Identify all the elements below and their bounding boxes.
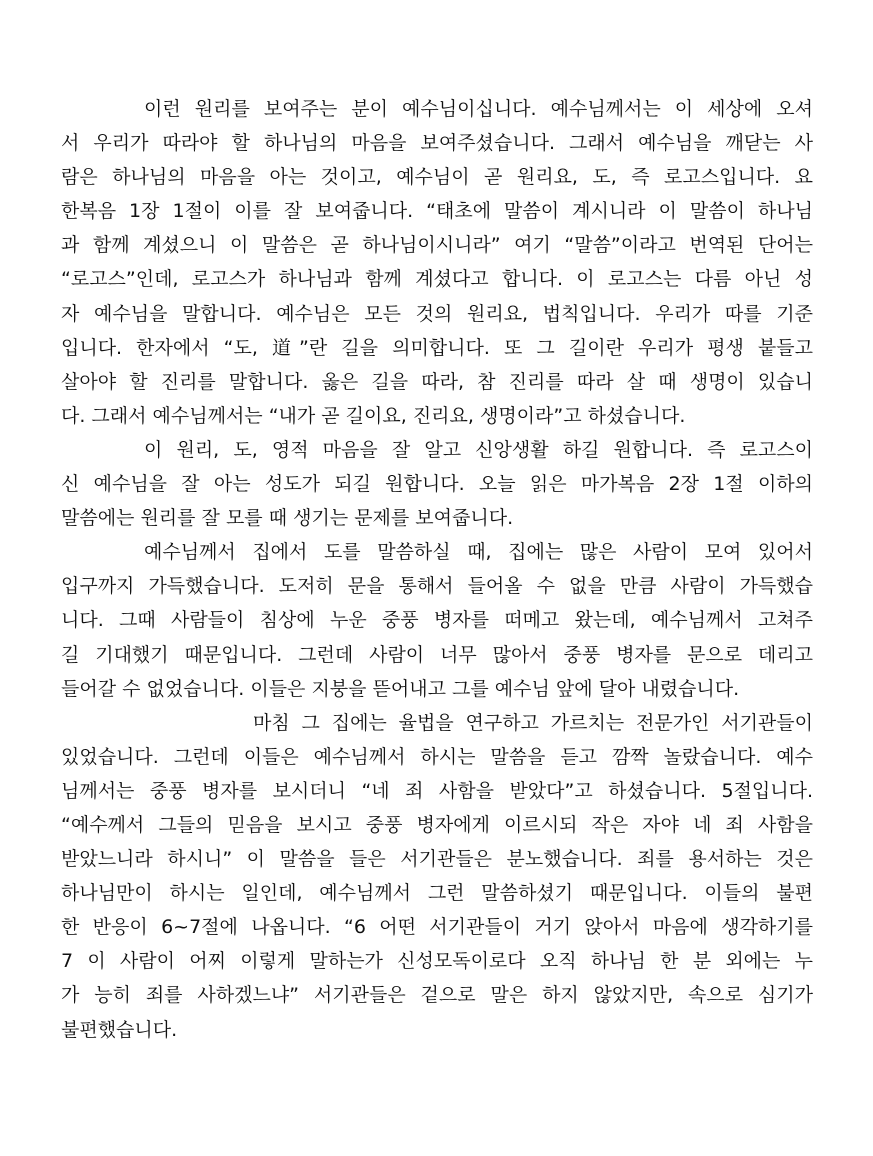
text-line: 다. 그래서 예수님께서는 “내가 곧 길이요, 진리요, 생명이라”고 하셨습니다. — [61, 404, 686, 427]
text-line: 받았느니라 하시니” 이 말씀을 들은 서기관들은 분노했습니다. 죄를 용서하는 것은 — [61, 848, 813, 871]
text-line: “로고스”인데, 로고스가 하나님과 함께 계셨다고 합니다. 이 로고스는 다름 아닌 성 — [61, 268, 813, 291]
text-line: 자 예수님을 말합니다. 예수님은 모든 것의 원리요, 법칙입니다. 우리가 따를 기준 — [61, 302, 813, 325]
text-line: 서 우리가 따라야 할 하나님의 마음을 보여주셨습니다. 그래서 예수님을 깨닫는 사 — [61, 132, 813, 155]
text-line: 입구까지 가득했습니다. 도저히 문을 통해서 들어올 수 없을 만큼 사람이 가득했습 — [61, 575, 813, 598]
paragraph-1 — [61, 92, 813, 433]
text-line: 니다. 그때 사람들이 침상에 누운 중풍 병자를 떠메고 왔는데, 예수님께서 고쳐주 — [61, 609, 813, 632]
text-line: 7 이 사람이 어찌 이렇게 말하는가 신성모독이로다 오직 하나님 한 분 외에는 누 — [61, 950, 813, 973]
text-line: 한복음 1장 1절이 이를 잘 보여줍니다. “태초에 말씀이 계시니라 이 말씀이 하나님 — [61, 200, 813, 223]
text-line: 람은 하나님의 마음을 아는 것이고, 예수님이 곧 원리요, 도, 즉 로고스입니다. 요 — [61, 166, 813, 189]
text-line: 불편했습니다. — [61, 1018, 178, 1041]
text-line: 한 반응이 6~7절에 나옵니다. “6 어떤 서기관들이 거기 앉아서 마음에 생각하기를 — [61, 916, 813, 939]
text-line: 마침 그 집에는 율법을 연구하고 가르치는 전문가인 서기관들이 — [253, 711, 813, 734]
text-line: 가 능히 죄를 사하겠느냐” 서기관들은 겉으로 말은 하지 않았지만, 속으로 심기가 — [61, 984, 813, 1007]
text-line: 예수님께서 집에서 도를 말씀하실 때, 집에는 많은 사람이 모여 있어서 — [144, 541, 813, 564]
text-line: 있었습니다. 그런데 이들은 예수님께서 하시는 말씀을 듣고 깜짝 놀랐습니다. 예수 — [61, 745, 813, 768]
paragraph-4 — [61, 706, 813, 1047]
text-line: 입니다. 한자에서 “도, 道”란 길을 의미합니다. 또 그 길이란 우리가 평생 붙들고 — [61, 336, 813, 359]
text-line: 길 기대했기 때문입니다. 그런데 사람이 너무 많아서 중풍 병자를 문으로 데리고 — [61, 643, 813, 666]
text-line: 살아야 할 진리를 말합니다. 옳은 길을 따라, 참 진리를 따라 살 때 생명이 있습니 — [61, 370, 813, 393]
text-line: 하나님만이 하시는 일인데, 예수님께서 그런 말씀하셨기 때문입니다. 이들의 불편 — [61, 882, 813, 905]
text-line: 이런 원리를 보여주는 분이 예수님이십니다. 예수님께서는 이 세상에 오셔 — [144, 98, 813, 120]
paragraph-2 — [61, 433, 813, 535]
document-body — [61, 92, 813, 1047]
text-line: 들어갈 수 없었습니다. 이들은 지붕을 뜯어내고 그를 예수님 앞에 달아 내렸습니다. — [61, 677, 740, 700]
paragraph-3 — [61, 535, 813, 705]
text-line: “예수께서 그들의 믿음을 보시고 중풍 병자에게 이르시되 작은 자야 네 죄 사함을 — [61, 813, 813, 836]
text-line: 님께서는 중풍 병자를 보시더니 “네 죄 사함을 받았다”고 하셨습니다. 5절입니다. — [61, 779, 813, 802]
text-line: 이 원리, 도, 영적 마음을 잘 알고 신앙생활 하길 원합니다. 즉 로고스이 — [144, 438, 813, 461]
text-line: 과 함께 계셨으니 이 말씀은 곧 하나님이시니라” 여기 “말씀”이라고 번역된 단어는 — [61, 234, 813, 257]
text-line: 신 예수님을 잘 아는 성도가 되길 원합니다. 오늘 읽은 마가복음 2장 1절 이하의 — [61, 473, 813, 496]
text-line: 말씀에는 원리를 잘 모를 때 생기는 문제를 보여줍니다. — [61, 507, 514, 530]
